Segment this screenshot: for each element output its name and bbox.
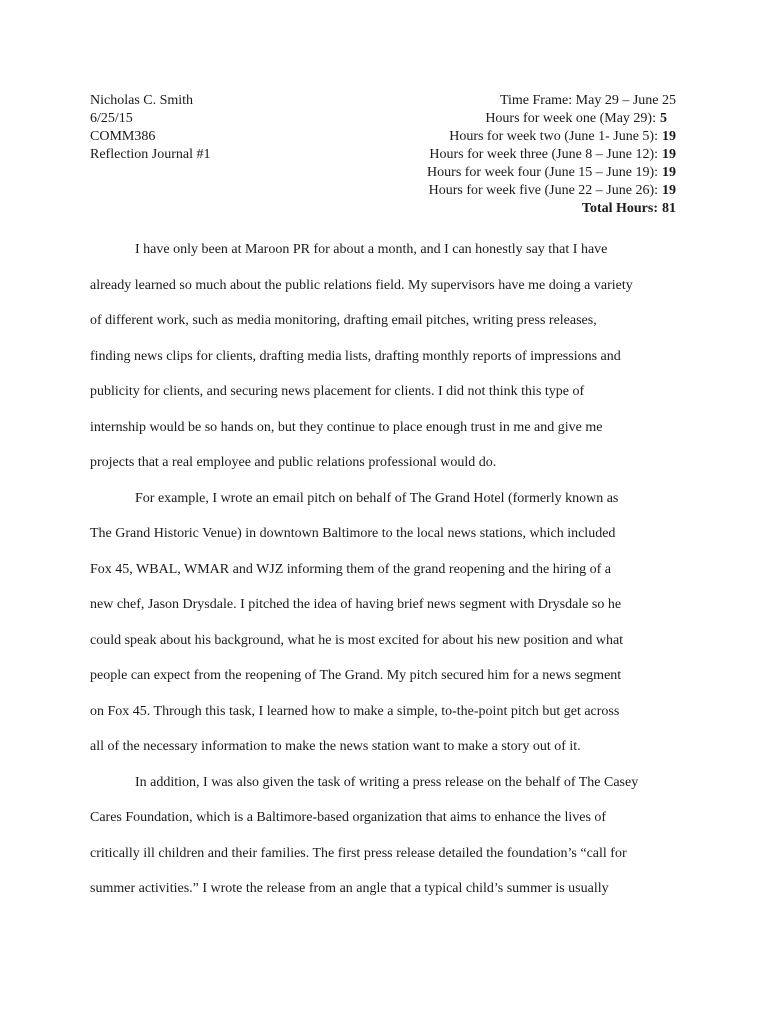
- hours-value: 5: [660, 111, 667, 126]
- text-line: In addition, I was also given the task of writing a press release on the behalf of The Casey: [135, 774, 639, 790]
- text-line: For example, I wrote an email pitch on behalf of The Grand Hotel (formerly known as: [135, 490, 619, 506]
- hours-label: Hours for week two (June 1- June 5):: [449, 129, 658, 144]
- hours-label: Hours for week three (June 8 – June 12):: [429, 147, 658, 162]
- hours-row-week-two: [427, 128, 676, 146]
- text-line: critically ill children and their families. The first press release detailed the foundation’s “call for: [90, 845, 627, 861]
- text-line: The Grand Historic Venue) in downtown Baltimore to the local news stations, which included: [90, 526, 616, 541]
- author-block: [90, 92, 211, 164]
- hours-label: Hours for week five (June 22 – June 26):: [428, 183, 658, 198]
- text-line: could speak about his background, what he is most excited for about his new position and what: [90, 632, 624, 648]
- time-frame-label: Time Frame: May 29 – June 25: [499, 93, 676, 108]
- paragraph: [90, 481, 676, 765]
- hours-block: [427, 92, 676, 218]
- hours-value: 19: [662, 147, 676, 162]
- hours-row-week-one: [427, 110, 676, 128]
- text-line: all of the necessary information to make the news station want to make a story out of it.: [90, 739, 581, 754]
- paragraph: [90, 765, 676, 907]
- text-line: of different work, such as media monitoring, drafting email pitches, writing press releases,: [90, 313, 597, 328]
- text-line: internship would be so hands on, but they continue to place enough trust in me and give me: [90, 419, 603, 435]
- journal-title: Reflection Journal #1: [90, 147, 211, 162]
- hours-label: Hours for week one (May 29):: [485, 111, 656, 126]
- journal-body: [90, 232, 676, 907]
- text-line: Cares Foundation, which is a Baltimore-based organization that aims to enhance the lives of: [90, 810, 607, 825]
- hours-value: 19: [662, 165, 676, 180]
- hours-row-week-five: [427, 182, 676, 200]
- hours-value: 19: [662, 129, 676, 144]
- text-line: already learned so much about the public relations field. My supervisors have me doing a variety: [90, 277, 633, 293]
- text-line: Fox 45, WBAL, WMAR and WJZ informing them of the grand reopening and the hiring of a: [90, 561, 612, 577]
- course-code: COMM386: [90, 129, 156, 144]
- document-date: 6/25/15: [90, 111, 133, 126]
- author-name: Nicholas C. Smith: [90, 93, 194, 108]
- hours-value: 19: [662, 183, 676, 198]
- text-line: I have only been at Maroon PR for about a month, and I can honestly say that I have: [135, 242, 608, 257]
- text-line: people can expect from the reopening of The Grand. My pitch secured him for a news segment: [90, 668, 622, 683]
- text-line: projects that a real employee and public relations professional would do.: [90, 455, 497, 470]
- text-line: publicity for clients, and securing news placement for clients. I did not think this type of: [90, 384, 585, 399]
- text-line: summer activities.” I wrote the release from an angle that a typical child’s summer is usually: [90, 881, 609, 896]
- time-frame: [427, 92, 676, 110]
- total-hours: [427, 200, 676, 218]
- total-hours-label: Total Hours:: [581, 201, 658, 216]
- text-line: on Fox 45. Through this task, I learned how to make a simple, to-the-point pitch but get across: [90, 703, 620, 719]
- text-line: new chef, Jason Drysdale. I pitched the idea of having brief news segment with Drysdale so he: [90, 597, 622, 612]
- hours-row-week-four: [427, 164, 676, 182]
- paragraph: [90, 232, 676, 481]
- total-hours-value: 81: [662, 201, 676, 216]
- text-line: finding news clips for clients, drafting media lists, drafting monthly reports of impressions and: [90, 348, 621, 364]
- hours-row-week-three: [427, 146, 676, 164]
- hours-label: Hours for week four (June 15 – June 19):: [427, 165, 658, 180]
